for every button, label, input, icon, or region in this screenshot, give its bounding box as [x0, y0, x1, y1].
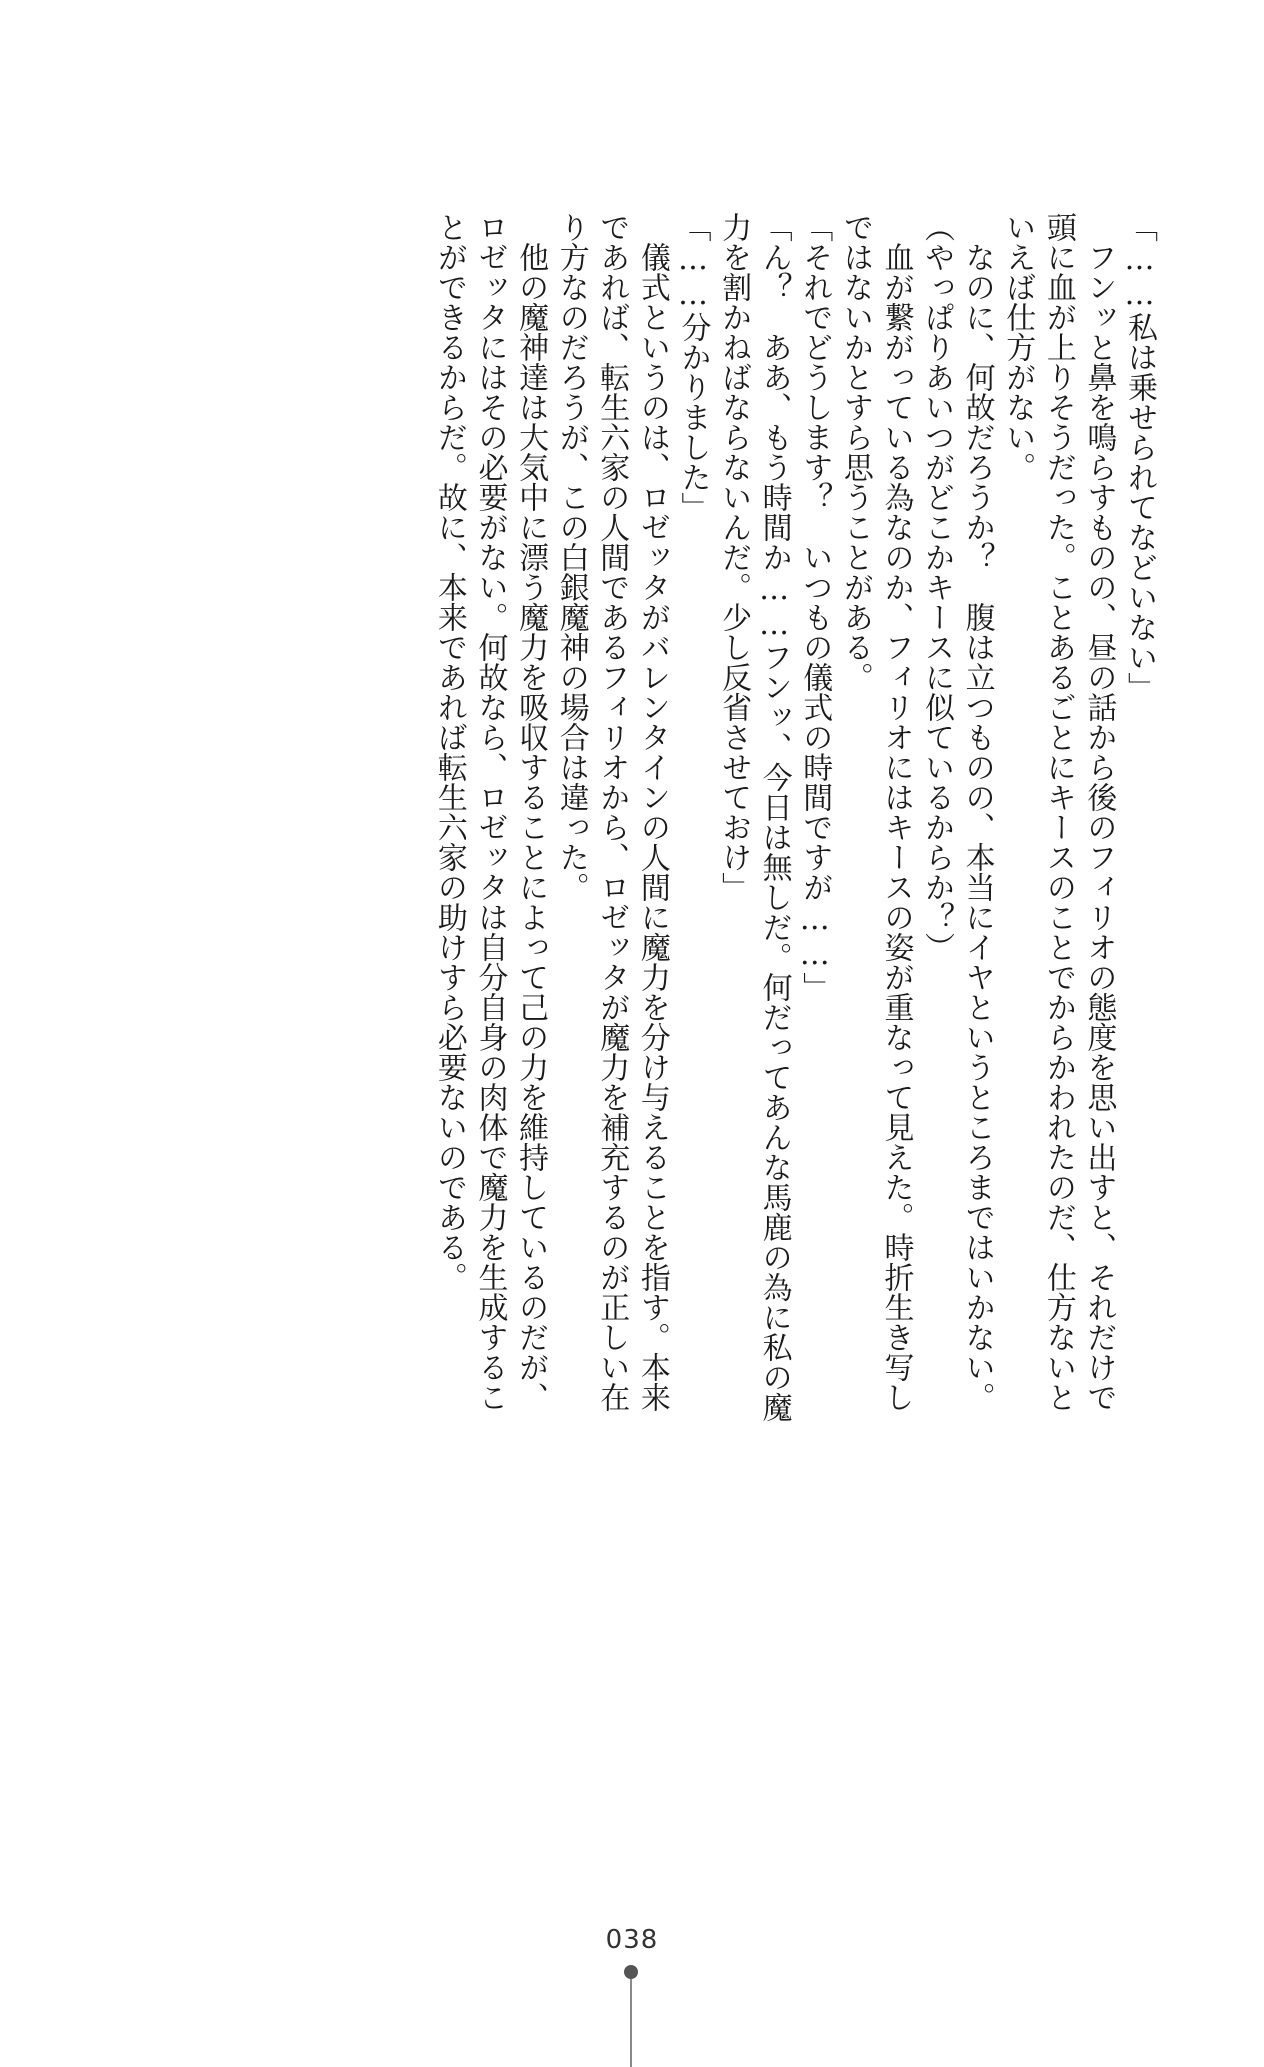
text-line: とができるからだ。故に、本来であれば転生六家の助けすら必要ないのである。 [431, 212, 467, 1292]
text-line: り方なのだろうが、この白銀魔神の場合は違った。 [553, 212, 589, 902]
body-text [428, 212, 1159, 1652]
page-marker-dot [624, 1965, 638, 1979]
text-line: 「……分かりました」 [675, 212, 711, 522]
text-line: ではないかとすら思うことがある。 [837, 212, 873, 692]
text-line: 他の魔神達は大気中に漂う魔力を吸収することによって己の力を維持しているのだが、 [513, 212, 549, 1412]
text-line: ロゼッタにはその必要がない。何故なら、ロゼッタは自分自身の肉体で魔力を生成するこ [472, 212, 508, 1412]
text-line: 儀式というのは、ロゼッタがバレンタインの人間に魔力を分け与えることを指す。本来 [634, 212, 670, 1412]
text-line: であれば、転生六家の人間であるフィリオから、ロゼッタが魔力を補充するのが正しい在 [594, 212, 630, 1412]
text-line: 「……私は乗せられてなどいない」 [1122, 212, 1157, 702]
text-line: 血が繋がっている為なのか、フィリオにはキースの姿が重なって見えた。時折生き写し [878, 212, 914, 1412]
page-marker-rule [630, 1979, 632, 2067]
text-line: 「ん？ ああ、もう時間か……フンッ、今日は無しだ。何だってあんな馬鹿の為に私の魔 [756, 212, 792, 1422]
page-number: 038 [605, 1925, 659, 1955]
text-line: 「それでどうします？ いつもの儀式の時間ですが……」 [797, 212, 833, 1002]
text-line: いえば仕方がない。 [1000, 212, 1036, 482]
text-line: フンッと鼻を鳴らすものの、昼の話から後のフィリオの態度を思い出すと、それだけで [1081, 212, 1117, 1412]
text-line: （やっぱりあいつがどこかキースに似ているからか？） [919, 212, 955, 962]
text-line: 頭に血が上りそうだった。ことあるごとにキースのことでからかわれたのだ、仕方ないと [1040, 212, 1076, 1412]
text-line: 力を割かねばならないんだ。少し反省させておけ」 [716, 212, 752, 902]
text-line: なのに、何故だろうか？ 腹は立つものの、本当にイヤというところまではいかない。 [959, 212, 995, 1412]
